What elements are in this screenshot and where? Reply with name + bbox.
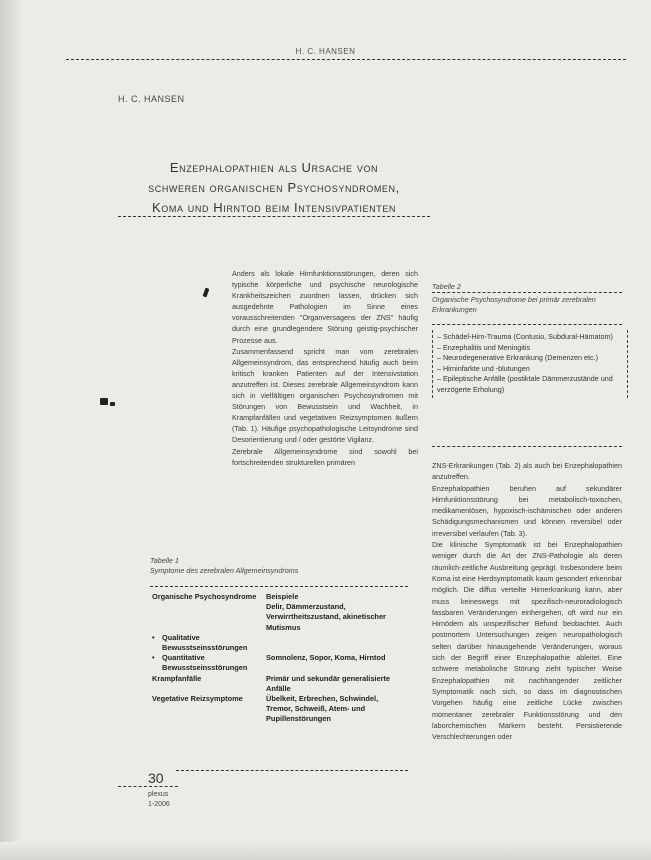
- table-row: [150, 653, 408, 673]
- table2-heading: [432, 282, 622, 315]
- table2-label: Tabelle 2: [432, 282, 461, 291]
- list-item: – Schädel-Hirn-Trauma (Contusio, Subdural-Hämatom): [437, 332, 613, 341]
- page-number: 30: [148, 770, 164, 786]
- table-cell: [264, 633, 408, 653]
- title-rule: [118, 216, 430, 217]
- title-line: Koma und Hirntod beim Intensivpatienten: [151, 200, 397, 215]
- page-edge-shadow: [0, 0, 22, 860]
- list-item: – Neurodegenerative Erkrankung (Demenzen etc.): [437, 353, 599, 363]
- table-cell: Vegetative Reizsymptome: [152, 694, 243, 704]
- list-item: – Epileptische Anfälle (postiktale Dämmerzustände und verzögerte Erholung): [437, 374, 613, 394]
- running-head: H. C. HANSEN: [295, 47, 356, 56]
- table-row: [150, 633, 408, 653]
- paragraph: Die klinische Symptomatik ist bei Enzephalopathien weniger durch die Art der ZNS-Pathologie als deren räumlich-zeitliche Ausbreitung geprägt. Insbesondere beim Koma ist eine Herdsymptomatik kaum gesondert erkennbar möglich. Die diffus verteilte Hirnerkrankung kann, aber muss keineswegs mit spezifisch-neuroradiologisch fassbaren Veränderungen einhergehen, oft wird nur ein Hirnödem als unspezifischer Befund beobachtet. Auch postmortem Untersuchungen zeigen neuropathologisch selten darüber hinausgehende Veränderungen, woraus sich der Begriff einer Enzephalopathie ableitet. Eine schwere metabolische Störung zieht typischer Weise Enzephalopathien mit nachhangender zeitlicher Symptomatik nach sich, so dass im diagnostischen Vorgehen häufig eine zeitliche Lücke zwischen momentaner zerebraler Funktionsstörung und den laborchemischen Markern besteht. Persistierende Verschlechterungen oder: [432, 540, 622, 742]
- paragraph: Enzephalopathien beruhen auf sekundärer Hirnfunktionsstörung bei metabolisch-toxischen, medikamentösen, hypoxisch-ischämischen oder anderen Schädigungsmechanismen und können reversibel oder irreversibel verlaufen (Tab. 3).: [432, 483, 622, 538]
- table-cell-heading: Beispiele: [266, 592, 299, 601]
- table-cell: Krampfanfälle: [152, 673, 202, 683]
- table1-top-rule: [150, 586, 408, 587]
- issue: 1-2006: [148, 801, 170, 808]
- table-row: [150, 592, 408, 633]
- table1-caption: Symptome des zerebralen Allgemeinsyndroms: [150, 566, 299, 575]
- header-rule: [66, 59, 626, 60]
- table-cell: Übelkeit, Erbrechen, Schwindel, Tremor, Schweiß, Atem- und Pupillenstörungen: [266, 694, 379, 724]
- table2-mid-rule: [432, 324, 622, 325]
- title-line: Enzephalopathien als Ursache von: [169, 160, 379, 175]
- article-title: [118, 158, 430, 218]
- table-cell: • Quantitative Bewusstseinsstörungen: [150, 653, 264, 673]
- table-row: [150, 674, 408, 694]
- right-column: [432, 460, 622, 742]
- author: H. C. HANSEN: [118, 94, 185, 104]
- scan-speck: [100, 398, 108, 405]
- list-item: – Hirninfarkte und -blutungen: [437, 363, 530, 373]
- table1-bottom-rule: [176, 770, 408, 771]
- table2-list: [432, 330, 628, 398]
- table1-heading: [150, 556, 408, 576]
- table2-bottom-rule: [432, 446, 622, 447]
- paragraph: ZNS-Erkrankungen (Tab. 2) als auch bei Enzephalopathien anzutreffen.: [432, 461, 622, 482]
- table-cell: • Qualitative Bewusstseinsstörungen: [150, 633, 264, 653]
- paragraph: Zusammenfassend spricht man vom zerebralen Allgemeinsyndrom, das entsprechend häufig auch beim kritisch kranken Patienten auf der Intensivstation anzutreffen ist. Dieses zerebrale Allgemeinsyndrom kann sich in vielfältigen organischen Psychosyndromen mit Störungen von Bewusstsein und Wachheit, in Krampfanfällen und vegetativen Reizsymptomen äußern (Tab. 1). Häufige psychopathologische Leitsyndrome sind Desorientierung und / oder gestörte Vigilanz.: [232, 346, 418, 445]
- table-cell: Organische Psychosyndrome: [152, 592, 257, 601]
- page-bottom-shadow: [0, 842, 651, 860]
- table-cell: [264, 592, 408, 633]
- table-row: [150, 694, 408, 725]
- paragraph: Anders als lokale Hirnfunktionsstörungen, deren sich typische körperliche und psychische neurologische Krankheitszeichen zuordnen lassen, drücken sich ausgedehnte Pathologien im Sinne eines vorausschreitenden "Organversagens der ZNS" häufig durch eine grundlegendere Störung geistig-psychischer Prozesse aus.: [232, 269, 418, 345]
- paragraph: Zerebrale Allgemeinsyndrome sind sowohl bei fortschreitenden strukturellen primären: [232, 446, 418, 467]
- table1: [150, 592, 408, 725]
- list-item: – Enzephalitis und Meningitis: [437, 342, 531, 352]
- table2-caption: Organische Psychosyndrome bei primär zerebralen Erkrankungen: [432, 295, 596, 314]
- table-cell-detail: Delir, Dämmerzustand, Verwirrtheitszustand, akinetischer Mutismus: [266, 602, 386, 632]
- table2-top-rule: [432, 292, 622, 293]
- footer-rule: [118, 786, 178, 787]
- title-line: schweren organischen Psychosyndromen,: [148, 180, 400, 195]
- left-column: [232, 268, 418, 468]
- table-cell: Somnolenz, Sopor, Koma, Hirntod: [266, 653, 386, 663]
- scan-speck: [110, 402, 115, 406]
- table1-label: Tabelle 1: [150, 556, 179, 565]
- table-cell: Primär und sekundär generalisierte Anfälle: [266, 673, 391, 693]
- journal-name: plexus: [148, 791, 169, 798]
- scan-speck: [203, 288, 210, 298]
- publication-info: [148, 790, 170, 810]
